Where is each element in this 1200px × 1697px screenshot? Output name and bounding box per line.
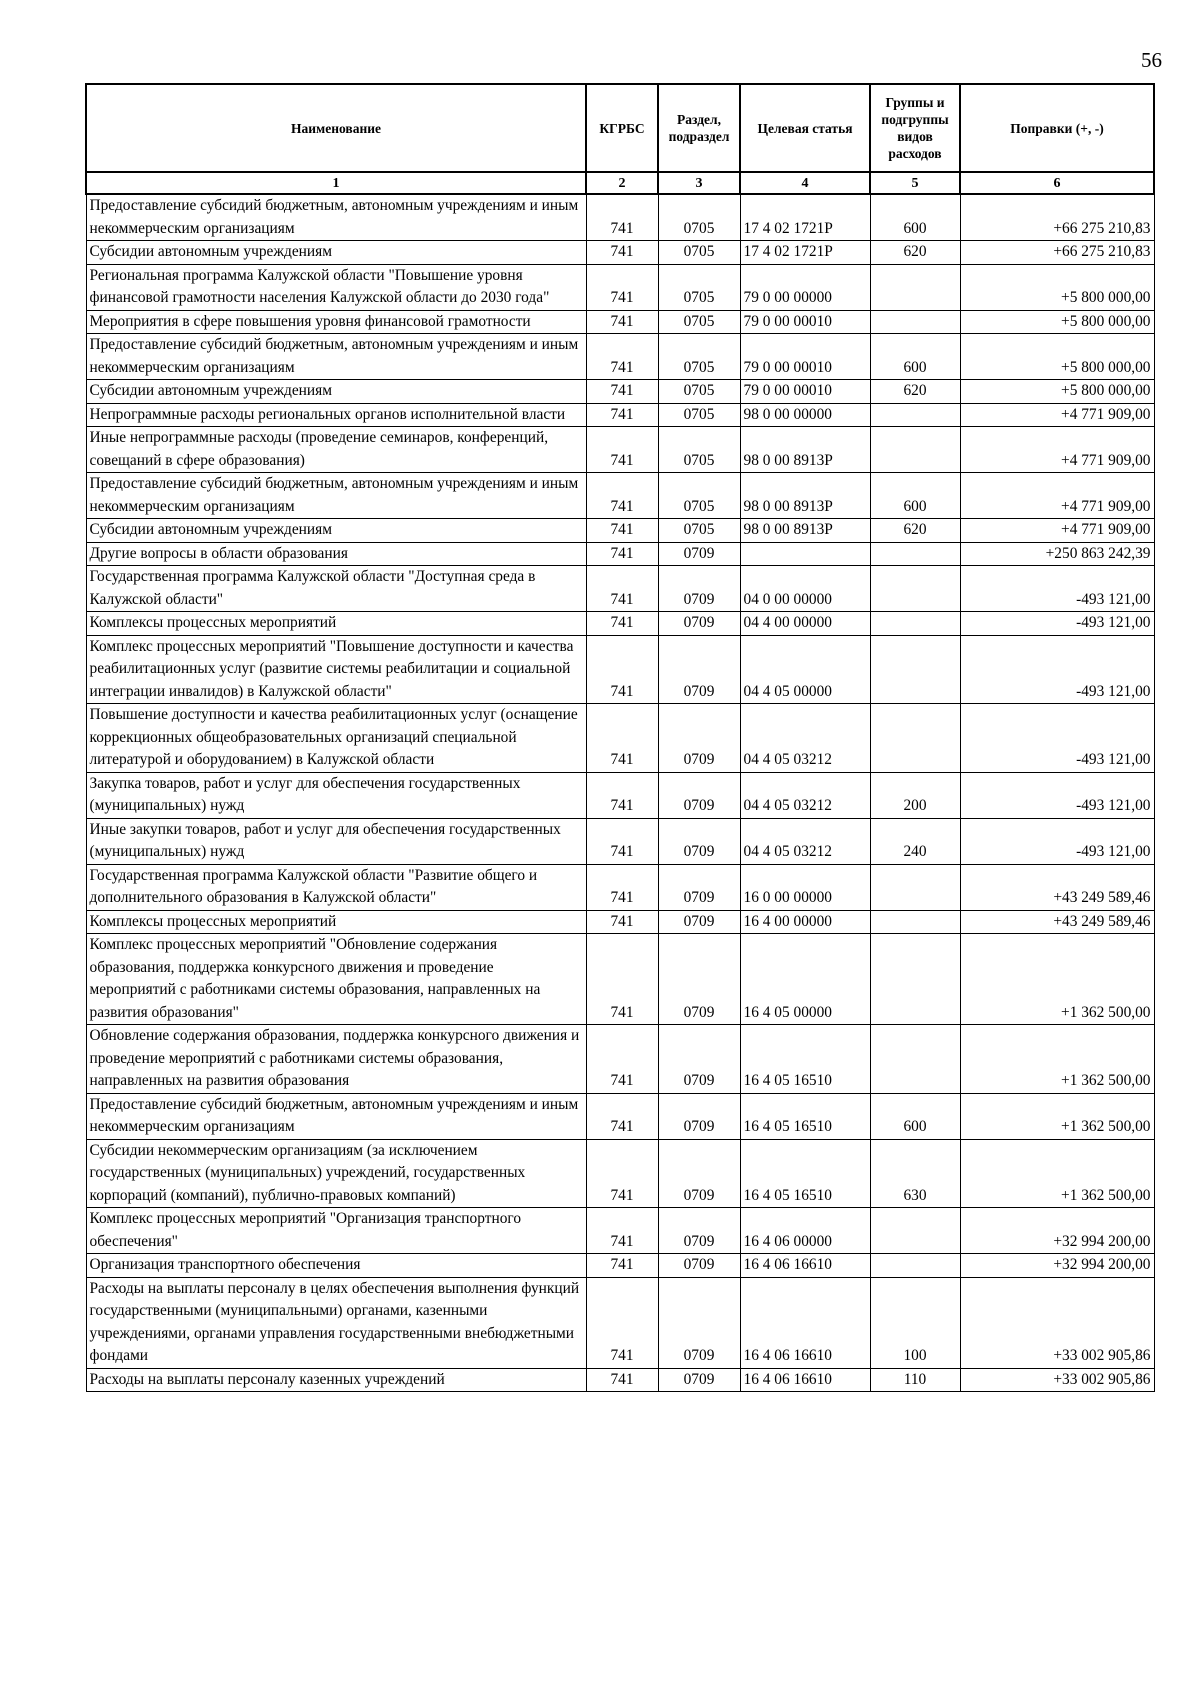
row-kgrbs: 741 [586, 194, 658, 241]
row-target-article: 17 4 02 1721Р [740, 194, 870, 241]
row-name: Государственная программа Калужской области "Доступная среда в Калужской области" [86, 566, 586, 612]
header-target: Целевая статья [740, 84, 870, 172]
row-amount: +4 771 909,00 [960, 519, 1154, 543]
row-target-article: 16 4 06 16610 [740, 1254, 870, 1278]
header-name: Наименование [86, 84, 586, 172]
table-row [86, 1208, 1154, 1254]
table-row [86, 934, 1154, 1025]
row-razdel: 0705 [658, 380, 740, 404]
row-expense-group: 200 [870, 772, 960, 818]
row-razdel: 0705 [658, 264, 740, 310]
row-expense-group: 600 [870, 194, 960, 241]
row-target-article: 16 0 00 00000 [740, 864, 870, 910]
table-row [86, 519, 1154, 543]
row-target-article [740, 542, 870, 566]
row-expense-group [870, 635, 960, 704]
row-kgrbs: 741 [586, 772, 658, 818]
row-expense-group [870, 864, 960, 910]
row-expense-group [870, 1025, 960, 1094]
row-name: Расходы на выплаты персоналу казенных учреждений [86, 1368, 586, 1392]
row-kgrbs: 741 [586, 380, 658, 404]
row-amount: +4 771 909,00 [960, 427, 1154, 473]
row-expense-group [870, 1254, 960, 1278]
row-razdel: 0709 [658, 704, 740, 773]
row-kgrbs: 741 [586, 1208, 658, 1254]
row-razdel: 0705 [658, 241, 740, 265]
row-name: Региональная программа Калужской области "Повышение уровня финансовой грамотности населения Калужской области до 2030 года" [86, 264, 586, 310]
row-amount: -493 121,00 [960, 704, 1154, 773]
row-amount: +32 994 200,00 [960, 1208, 1154, 1254]
row-name: Иные закупки товаров, работ и услуг для обеспечения государственных (муниципальных) нужд [86, 818, 586, 864]
row-kgrbs: 741 [586, 310, 658, 334]
row-name: Повышение доступности и качества реабилитационных услуг (оснащение коррекционных общеобразовательных организаций специальной литературой и оборудованием) в Калужской области [86, 704, 586, 773]
row-amount: +32 994 200,00 [960, 1254, 1154, 1278]
row-expense-group [870, 1208, 960, 1254]
row-name: Предоставление субсидий бюджетным, автономным учреждениям и иным некоммерческим организациям [86, 473, 586, 519]
row-kgrbs: 741 [586, 864, 658, 910]
row-razdel: 0709 [658, 1208, 740, 1254]
row-name: Субсидии некоммерческим организациям (за исключением государственных (муниципальных) учреждений, государственных корпораций (компаний), публично-правовых компаний) [86, 1139, 586, 1208]
row-kgrbs: 741 [586, 1139, 658, 1208]
row-amount: -493 121,00 [960, 566, 1154, 612]
row-amount: +4 771 909,00 [960, 473, 1154, 519]
row-kgrbs: 741 [586, 241, 658, 265]
row-razdel: 0709 [658, 542, 740, 566]
row-amount: +1 362 500,00 [960, 1093, 1154, 1139]
row-kgrbs: 741 [586, 566, 658, 612]
row-amount: -493 121,00 [960, 635, 1154, 704]
row-amount: +5 800 000,00 [960, 380, 1154, 404]
row-razdel: 0709 [658, 635, 740, 704]
row-razdel: 0709 [658, 1277, 740, 1368]
row-target-article: 79 0 00 00010 [740, 380, 870, 404]
row-amount: +5 800 000,00 [960, 334, 1154, 380]
row-razdel: 0705 [658, 334, 740, 380]
row-kgrbs: 741 [586, 1254, 658, 1278]
row-razdel: 0709 [658, 612, 740, 636]
row-target-article: 79 0 00 00000 [740, 264, 870, 310]
column-number-row [86, 172, 1154, 194]
row-target-article: 16 4 05 16510 [740, 1025, 870, 1094]
row-razdel: 0709 [658, 1254, 740, 1278]
row-name: Предоставление субсидий бюджетным, автономным учреждениям и иным некоммерческим организациям [86, 1093, 586, 1139]
table-row [86, 1277, 1154, 1368]
table-row [86, 1025, 1154, 1094]
row-expense-group: 100 [870, 1277, 960, 1368]
row-kgrbs: 741 [586, 427, 658, 473]
row-expense-group: 620 [870, 380, 960, 404]
row-amount: +33 002 905,86 [960, 1277, 1154, 1368]
table-row [86, 818, 1154, 864]
row-expense-group: 600 [870, 473, 960, 519]
row-target-article: 98 0 00 8913Р [740, 427, 870, 473]
row-name: Комплекс процессных мероприятий "Повышение доступности и качества реабилитационных услуг (развитие системы реабилитации и социальной интеграции инвалидов) в Калужской области" [86, 635, 586, 704]
table-row [86, 542, 1154, 566]
row-razdel: 0709 [658, 1139, 740, 1208]
row-expense-group [870, 934, 960, 1025]
table-row [86, 864, 1154, 910]
row-name: Комплекс процессных мероприятий "Обновление содержания образования, поддержка конкурсного движения и проведение мероприятий с работниками системы образования, направленных на развития образования" [86, 934, 586, 1025]
row-amount: -493 121,00 [960, 612, 1154, 636]
row-kgrbs: 741 [586, 704, 658, 773]
row-target-article: 16 4 05 16510 [740, 1093, 870, 1139]
row-target-article: 04 0 00 00000 [740, 566, 870, 612]
header-razdel: Раздел, подраздел [658, 84, 740, 172]
row-name: Комплекс процессных мероприятий "Организация транспортного обеспечения" [86, 1208, 586, 1254]
row-expense-group [870, 403, 960, 427]
column-number: 4 [740, 172, 870, 194]
row-name: Предоставление субсидий бюджетным, автономным учреждениям и иным некоммерческим организациям [86, 194, 586, 241]
row-razdel: 0709 [658, 864, 740, 910]
row-amount: +66 275 210,83 [960, 241, 1154, 265]
row-name: Непрограммные расходы региональных органов исполнительной власти [86, 403, 586, 427]
row-target-article: 16 4 00 00000 [740, 910, 870, 934]
row-name: Предоставление субсидий бюджетным, автономным учреждениям и иным некоммерческим организациям [86, 334, 586, 380]
row-target-article: 16 4 06 16610 [740, 1368, 870, 1392]
row-amount: +43 249 589,46 [960, 864, 1154, 910]
budget-amendments-table [85, 83, 1155, 1392]
row-kgrbs: 741 [586, 542, 658, 566]
row-razdel: 0709 [658, 934, 740, 1025]
table-row [86, 772, 1154, 818]
row-amount: +250 863 242,39 [960, 542, 1154, 566]
row-kgrbs: 741 [586, 1025, 658, 1094]
row-expense-group [870, 542, 960, 566]
row-target-article: 98 0 00 00000 [740, 403, 870, 427]
row-target-article: 16 4 06 00000 [740, 1208, 870, 1254]
table-row [86, 403, 1154, 427]
row-amount: +1 362 500,00 [960, 1139, 1154, 1208]
row-amount: -493 121,00 [960, 818, 1154, 864]
table-row [86, 427, 1154, 473]
row-target-article: 04 4 00 00000 [740, 612, 870, 636]
row-kgrbs: 741 [586, 818, 658, 864]
row-name: Обновление содержания образования, поддержка конкурсного движения и проведение мероприятий с работниками системы образования, направленных на развития образования [86, 1025, 586, 1094]
row-amount: +4 771 909,00 [960, 403, 1154, 427]
table-row [86, 1093, 1154, 1139]
table-row [86, 910, 1154, 934]
row-expense-group: 240 [870, 818, 960, 864]
row-expense-group [870, 612, 960, 636]
column-number: 3 [658, 172, 740, 194]
row-razdel: 0709 [658, 1093, 740, 1139]
row-expense-group [870, 310, 960, 334]
row-expense-group: 620 [870, 519, 960, 543]
row-name: Комплексы процессных мероприятий [86, 612, 586, 636]
row-expense-group: 630 [870, 1139, 960, 1208]
table-row [86, 310, 1154, 334]
row-amount: +1 362 500,00 [960, 934, 1154, 1025]
row-name: Комплексы процессных мероприятий [86, 910, 586, 934]
row-kgrbs: 741 [586, 1093, 658, 1139]
row-kgrbs: 741 [586, 635, 658, 704]
table-row [86, 473, 1154, 519]
row-name: Иные непрограммные расходы (проведение семинаров, конференций, совещаний в сфере образования) [86, 427, 586, 473]
header-kgrbs: КГРБС [586, 84, 658, 172]
row-expense-group: 620 [870, 241, 960, 265]
row-amount: +43 249 589,46 [960, 910, 1154, 934]
table-row [86, 194, 1154, 241]
row-razdel: 0709 [658, 910, 740, 934]
row-expense-group: 110 [870, 1368, 960, 1392]
row-name: Организация транспортного обеспечения [86, 1254, 586, 1278]
table-row [86, 612, 1154, 636]
row-name: Расходы на выплаты персоналу в целях обеспечения выполнения функций государственными (муниципальными) органами, казенными учреждениями, органами управления государственными внебюджетными фондами [86, 1277, 586, 1368]
row-target-article: 79 0 00 00010 [740, 310, 870, 334]
row-target-article: 04 4 05 03212 [740, 772, 870, 818]
row-amount: +1 362 500,00 [960, 1025, 1154, 1094]
row-name: Другие вопросы в области образования [86, 542, 586, 566]
row-razdel: 0709 [658, 566, 740, 612]
row-name: Государственная программа Калужской области "Развитие общего и дополнительного образования в Калужской области" [86, 864, 586, 910]
page-number: 56 [1141, 48, 1162, 72]
row-expense-group [870, 910, 960, 934]
row-target-article: 17 4 02 1721Р [740, 241, 870, 265]
row-razdel: 0705 [658, 473, 740, 519]
table-row [86, 380, 1154, 404]
row-razdel: 0705 [658, 310, 740, 334]
row-target-article: 79 0 00 00010 [740, 334, 870, 380]
column-number: 1 [86, 172, 586, 194]
row-amount: +5 800 000,00 [960, 264, 1154, 310]
row-expense-group [870, 427, 960, 473]
table-body [86, 194, 1154, 1392]
row-target-article: 98 0 00 8913Р [740, 473, 870, 519]
table-row [86, 1254, 1154, 1278]
row-kgrbs: 741 [586, 910, 658, 934]
row-razdel: 0705 [658, 403, 740, 427]
row-kgrbs: 741 [586, 1368, 658, 1392]
row-name: Мероприятия в сфере повышения уровня финансовой грамотности [86, 310, 586, 334]
row-target-article: 98 0 00 8913Р [740, 519, 870, 543]
row-kgrbs: 741 [586, 612, 658, 636]
row-target-article: 16 4 06 16610 [740, 1277, 870, 1368]
table-header-row [86, 84, 1154, 172]
row-razdel: 0709 [658, 818, 740, 864]
table-row [86, 635, 1154, 704]
column-number: 2 [586, 172, 658, 194]
row-target-article: 04 4 05 00000 [740, 635, 870, 704]
column-number: 5 [870, 172, 960, 194]
row-name: Субсидии автономным учреждениям [86, 519, 586, 543]
row-razdel: 0705 [658, 194, 740, 241]
table-row [86, 241, 1154, 265]
header-group: Группы и подгруппы видов расходов [870, 84, 960, 172]
table-row [86, 334, 1154, 380]
row-name: Субсидии автономным учреждениям [86, 380, 586, 404]
row-razdel: 0705 [658, 427, 740, 473]
row-kgrbs: 741 [586, 264, 658, 310]
row-expense-group: 600 [870, 334, 960, 380]
row-razdel: 0709 [658, 1025, 740, 1094]
row-expense-group: 600 [870, 1093, 960, 1139]
row-amount: +5 800 000,00 [960, 310, 1154, 334]
row-kgrbs: 741 [586, 473, 658, 519]
column-number: 6 [960, 172, 1154, 194]
row-amount: -493 121,00 [960, 772, 1154, 818]
row-kgrbs: 741 [586, 403, 658, 427]
row-target-article: 04 4 05 03212 [740, 704, 870, 773]
row-name: Субсидии автономным учреждениям [86, 241, 586, 265]
row-amount: +33 002 905,86 [960, 1368, 1154, 1392]
row-razdel: 0709 [658, 772, 740, 818]
row-target-article: 04 4 05 03212 [740, 818, 870, 864]
header-amount: Поправки (+, -) [960, 84, 1154, 172]
table-row [86, 566, 1154, 612]
table-row [86, 264, 1154, 310]
row-razdel: 0709 [658, 1368, 740, 1392]
row-razdel: 0705 [658, 519, 740, 543]
table-row [86, 1139, 1154, 1208]
row-kgrbs: 741 [586, 334, 658, 380]
row-name: Закупка товаров, работ и услуг для обеспечения государственных (муниципальных) нужд [86, 772, 586, 818]
row-kgrbs: 741 [586, 519, 658, 543]
row-target-article: 16 4 05 00000 [740, 934, 870, 1025]
row-amount: +66 275 210,83 [960, 194, 1154, 241]
row-expense-group [870, 704, 960, 773]
row-kgrbs: 741 [586, 1277, 658, 1368]
table-row [86, 1368, 1154, 1392]
row-expense-group [870, 264, 960, 310]
table-row [86, 704, 1154, 773]
row-target-article: 16 4 05 16510 [740, 1139, 870, 1208]
row-expense-group [870, 566, 960, 612]
row-kgrbs: 741 [586, 934, 658, 1025]
